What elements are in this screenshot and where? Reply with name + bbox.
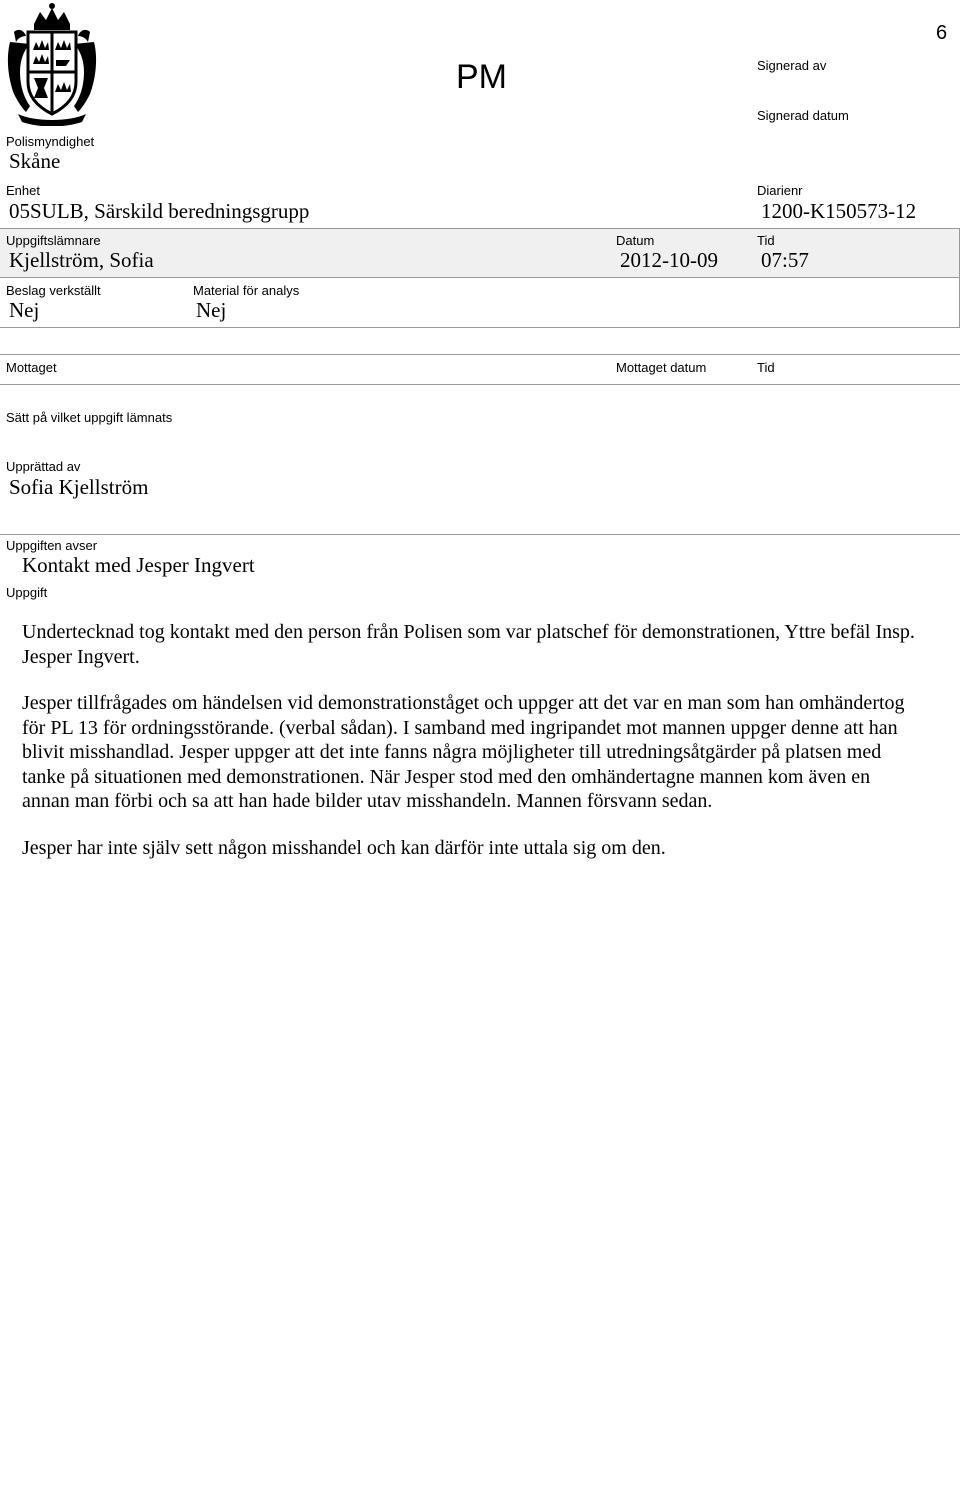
report-paragraph: Jesper tillfrågades om händelsen vid demonstrationståget och uppger att det var en man som han omhändertog för PL 13 för ordningsstörande. (verbal sådan). I samband med ingripandet mot mannen uppger denne att han blivit misshandlad. Jesper uppger att det inte fanns några möjligheter till utredningsåtgärder på platsen med tanke på situationen med demonstrationen. När Jesper stod med den omhändertagne mannen kom även en annan man förbi och sa att han hade bilder utav misshandeln. Mannen försvann sedan. <box>22 692 905 812</box>
material-value: Nej <box>196 298 227 322</box>
coat-of-arms-emblem <box>4 2 100 126</box>
diarienr-value: 1200-K150573-12 <box>761 199 917 223</box>
created-by-value: Sofia Kjellström <box>9 475 149 499</box>
time-label: Tid <box>757 233 775 248</box>
signed-date-label: Signerad datum <box>757 108 849 123</box>
unit-value: 05SULB, Särskild beredningsgrupp <box>9 199 310 223</box>
date-value: 2012-10-09 <box>620 248 718 272</box>
diarienr-label: Diarienr <box>757 183 803 198</box>
received-label: Mottaget <box>6 360 57 375</box>
informant-label: Uppgiftslämnare <box>6 233 101 248</box>
subject-label: Uppgiften avser <box>6 538 98 553</box>
received-time-label: Tid <box>757 360 775 375</box>
report-body <box>22 620 922 882</box>
material-label: Material för analys <box>193 283 300 298</box>
document-type-title: PM <box>456 58 507 96</box>
seizure-label: Beslag verkställt <box>6 283 101 298</box>
time-value: 07:57 <box>761 248 809 272</box>
method-label: Sätt på vilket uppgift lämnats <box>6 410 173 425</box>
divider <box>0 327 960 328</box>
report-paragraph: Jesper har inte själv sett någon misshandel och kan därför inte uttala sig om den. <box>22 836 666 859</box>
created-by-label: Upprättad av <box>6 459 81 474</box>
subject-value: Kontakt med Jesper Ingvert <box>22 553 255 577</box>
received-date-label: Mottaget datum <box>616 360 707 375</box>
report-paragraph: Undertecknad tog kontakt med den person från Polisen som var platschef för demonstrationen, Yttre befäl Insp. Jesper Ingvert. <box>22 621 915 668</box>
seizure-value: Nej <box>9 298 40 322</box>
informant-value: Kjellström, Sofia <box>9 248 154 272</box>
authority-value: Skåne <box>9 149 61 173</box>
unit-label: Enhet <box>6 183 40 198</box>
report-label: Uppgift <box>6 585 48 600</box>
authority-label: Polismyndighet <box>6 134 95 149</box>
divider <box>0 534 960 535</box>
divider <box>0 354 960 355</box>
page-number: 6 <box>936 22 948 44</box>
signed-by-label: Signerad av <box>757 58 827 73</box>
divider <box>0 384 960 385</box>
date-label: Datum <box>616 233 655 248</box>
